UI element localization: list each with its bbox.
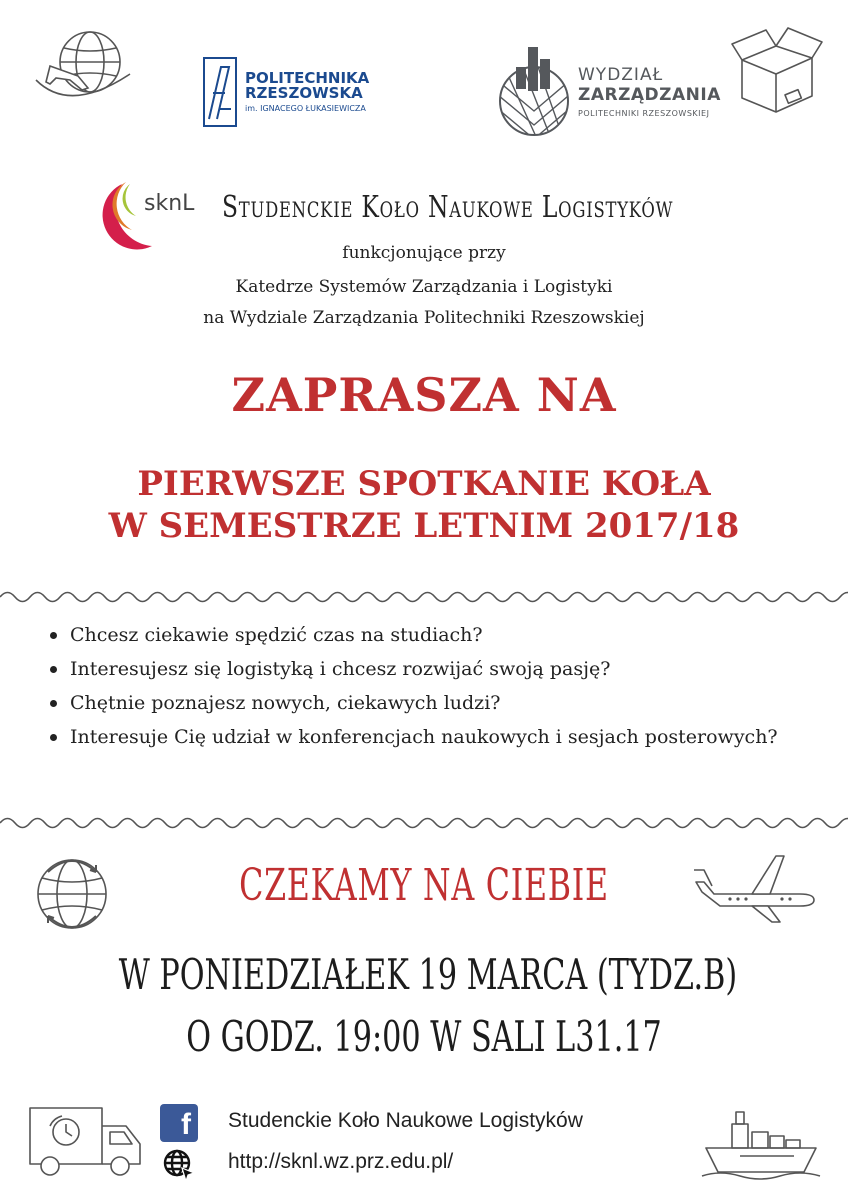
subtitle-line1: funkcjonujące przy	[342, 243, 506, 263]
wavy-divider-top	[0, 588, 848, 606]
globe-arrows-icon	[30, 852, 114, 936]
website-link[interactable]: http://sknl.wz.prz.edu.pl/	[228, 1150, 454, 1173]
list-item: Chcesz ciekawie spędzić czas na studiach?	[48, 618, 828, 652]
cargo-ship-icon	[700, 1104, 822, 1180]
list-item: Chętnie poznajesz nowych, ciekawych ludzi?	[48, 686, 828, 720]
cardboard-box-icon	[728, 22, 824, 114]
event-time-place-line: O GODZ. 19:00 W SALI L31.17	[186, 1012, 662, 1061]
invite-headline: ZAPRASZA NA	[231, 368, 617, 422]
wydzial-line3: POLITECHNIKI RZESZOWSKIEJ	[578, 109, 710, 118]
wavy-divider-bottom	[0, 814, 848, 832]
questions-list	[48, 618, 828, 754]
wydzial-emblem-icon	[498, 45, 574, 137]
facebook-page-name[interactable]: Studenckie Koło Naukowe Logistyków	[228, 1109, 583, 1132]
sknl-logo-icon	[92, 172, 200, 252]
wydzial-line1: WYDZIAŁ	[578, 65, 664, 85]
sknl-mark-text: sknL	[144, 191, 195, 216]
politechnika-emblem-icon	[203, 57, 237, 127]
politechnika-rzeszowska-logo	[203, 55, 381, 129]
club-name-title: Studenckie Koło Naukowe Logistyków	[222, 190, 674, 225]
event-title-line1: PIERWSZE SPOTKANIE KOŁA	[137, 464, 711, 504]
delivery-truck-icon	[26, 1104, 146, 1180]
politechnika-name-line2: RZESZOWSKA	[245, 84, 363, 103]
event-date-line: W PONIEDZIAŁEK 19 MARCA (TYDZ.B)	[118, 950, 738, 999]
event-title-line2: W SEMESTRZE LETNIM 2017/18	[108, 506, 740, 546]
facebook-icon[interactable]: f	[160, 1104, 198, 1142]
list-item: Interesuje Cię udział w konferencjach naukowych i sesjach posterowych?	[48, 720, 828, 754]
wydzial-line2: ZARZĄDZANIA	[578, 85, 721, 105]
politechnika-name-line1: POLITECHNIKA	[245, 68, 370, 87]
politechnika-patron: im. IGNACEGO ŁUKASIEWICZA	[245, 104, 366, 114]
subtitle-line2: Katedrze Systemów Zarządzania i Logistyki	[235, 277, 613, 297]
subtitle-line3: na Wydziale Zarządzania Politechniki Rzeszowskiej	[203, 308, 645, 328]
globe-plane-icon	[30, 22, 138, 100]
www-globe-icon	[162, 1148, 196, 1182]
waiting-headline: CZEKAMY NA CIEBIE	[239, 860, 609, 911]
wydzial-zarzadzania-logo	[498, 45, 738, 140]
list-item: Interesujesz się logistyką i chcesz rozwijać swoją pasję?	[48, 652, 828, 686]
